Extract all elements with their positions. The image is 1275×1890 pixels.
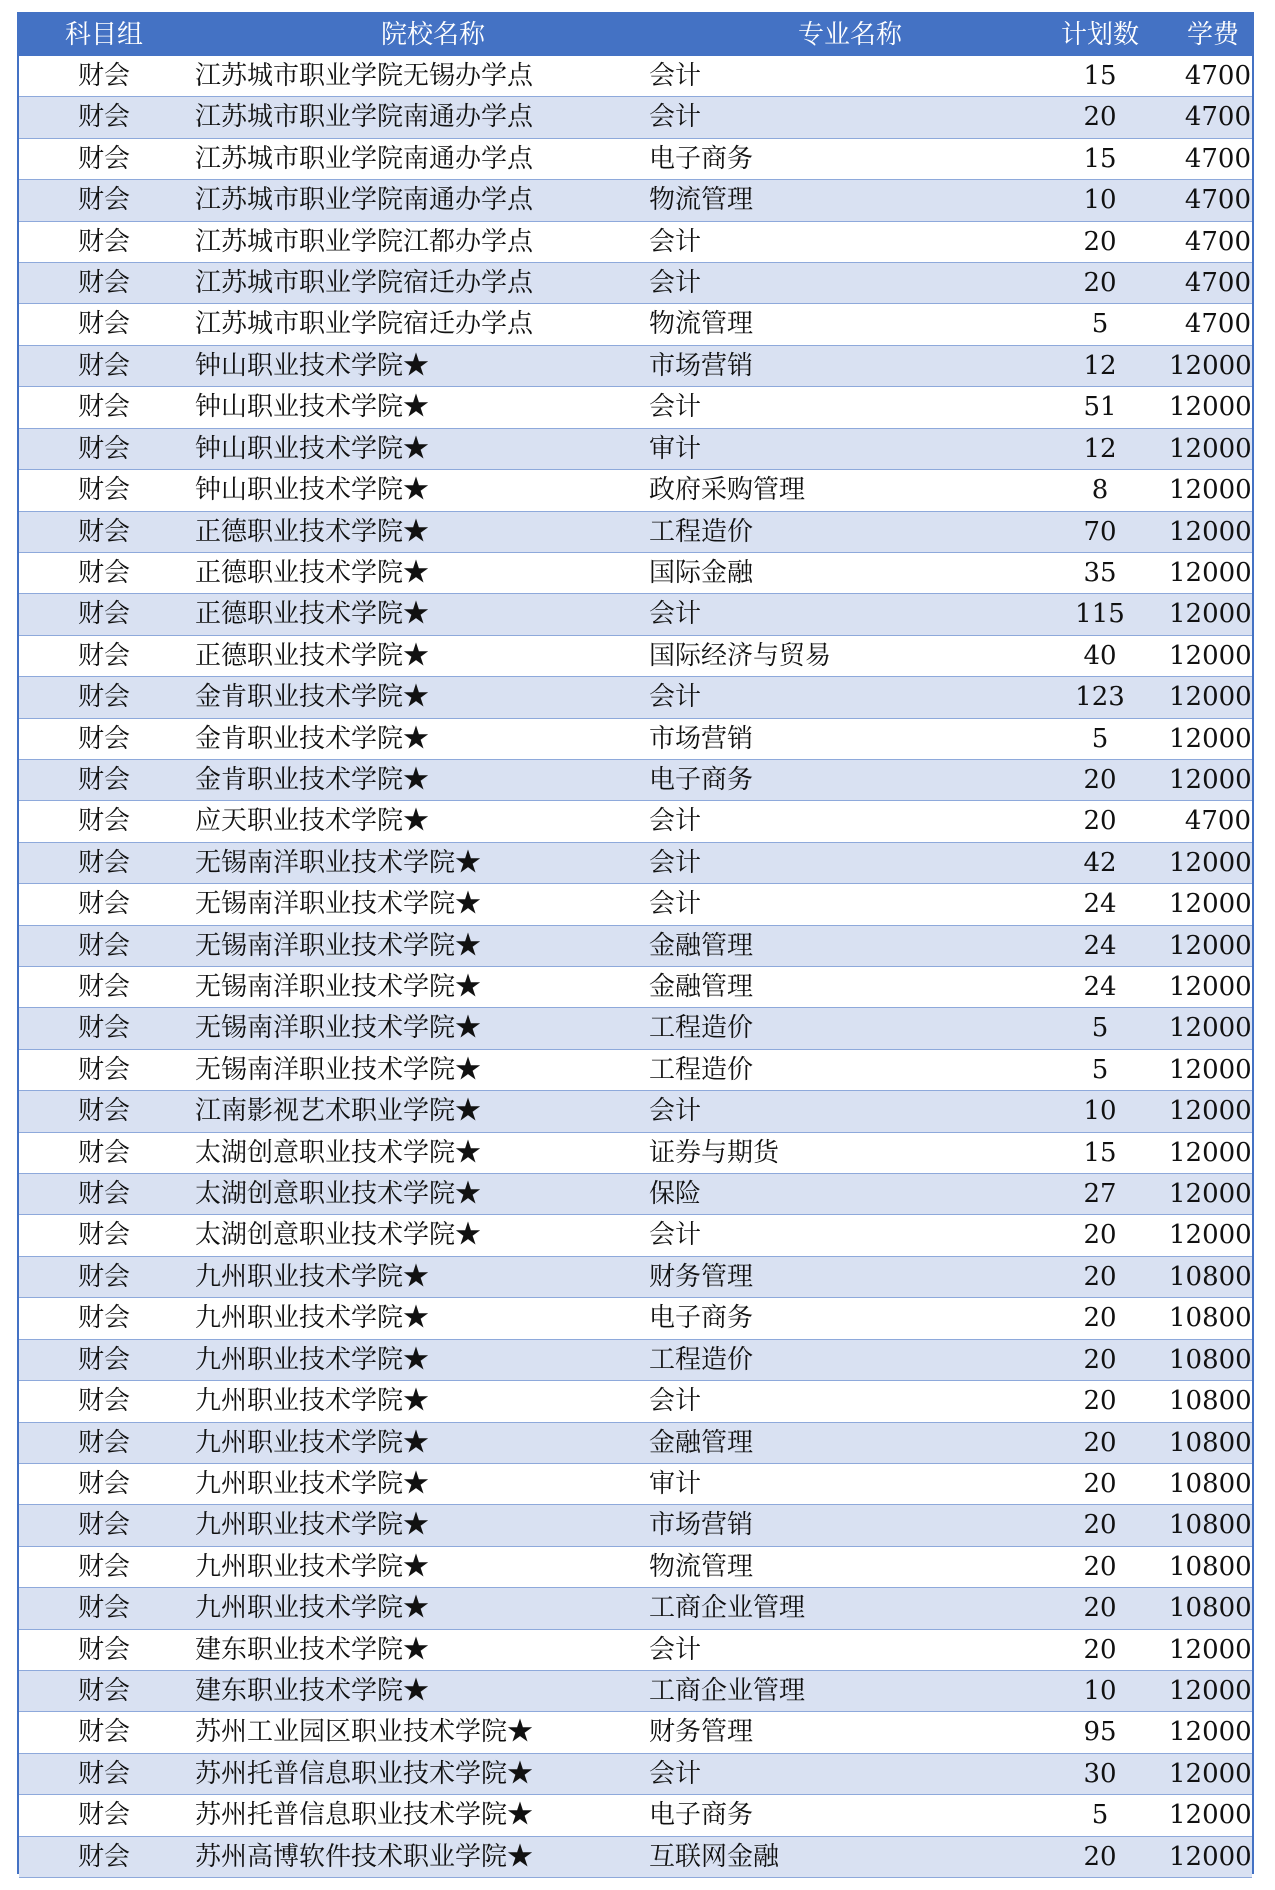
cell-plan-count: 123: [1075, 682, 1125, 713]
cell-subject-group: 财会: [77, 1841, 130, 1872]
cell-subject-group: 财会: [77, 1634, 130, 1665]
cell-tuition: 12000: [1169, 1096, 1252, 1127]
cell-plan-count: 5: [1091, 1013, 1109, 1044]
table-row: [19, 926, 1252, 967]
table-row: [19, 1050, 1252, 1091]
cell-school-name: 苏州工业园区职业技术学院★: [195, 1717, 534, 1748]
table-row: [19, 636, 1252, 677]
table-row: [19, 594, 1252, 635]
cell-major-name: 金融管理: [649, 1427, 754, 1458]
cell-major-name: 国际经济与贸易: [649, 640, 832, 671]
cell-tuition: 12000: [1169, 516, 1252, 547]
cell-subject-group: 财会: [77, 1427, 130, 1458]
table-row: [19, 1257, 1252, 1298]
cell-subject-group: 财会: [77, 475, 130, 506]
cell-major-name: 工程造价: [649, 1344, 754, 1375]
table-row: [19, 1381, 1252, 1422]
cell-tuition: 10800: [1169, 1593, 1252, 1624]
table-row: [19, 843, 1252, 884]
cell-school-name: 九州职业技术学院★: [195, 1386, 430, 1417]
cell-subject-group: 财会: [77, 682, 130, 713]
cell-plan-count: 20: [1083, 1551, 1117, 1582]
cell-tuition: 12000: [1169, 930, 1252, 961]
cell-tuition: 12000: [1169, 640, 1252, 671]
cell-tuition: 4700: [1184, 61, 1251, 91]
cell-subject-group: 财会: [77, 1551, 130, 1582]
cell-school-name: 建东职业技术学院★: [195, 1634, 430, 1665]
cell-subject-group: 财会: [77, 433, 130, 464]
header-subject-group: 科目组: [64, 20, 143, 50]
cell-major-name: 保险: [649, 1179, 702, 1210]
table-row: [19, 512, 1252, 553]
cell-plan-count: 20: [1083, 1593, 1117, 1624]
cell-school-name: 无锡南洋职业技术学院★: [195, 930, 482, 961]
table-row: [19, 1464, 1252, 1505]
cell-plan-count: 95: [1083, 1717, 1117, 1748]
cell-major-name: 审计: [649, 1468, 702, 1499]
cell-plan-count: 20: [1083, 268, 1117, 299]
cell-tuition: 12000: [1169, 1634, 1252, 1665]
cell-major-name: 会计: [649, 599, 702, 630]
cell-school-name: 金肯职业技术学院★: [195, 682, 430, 713]
cell-plan-count: 12: [1083, 433, 1117, 464]
cell-tuition: 10800: [1169, 1427, 1252, 1458]
cell-major-name: 证券与期货: [649, 1137, 780, 1168]
cell-subject-group: 财会: [77, 599, 130, 630]
cell-subject-group: 财会: [77, 723, 130, 754]
cell-plan-count: 8: [1091, 475, 1109, 506]
cell-school-name: 无锡南洋职业技术学院★: [195, 847, 482, 878]
table-row: [19, 346, 1252, 387]
cell-major-name: 物流管理: [649, 309, 754, 340]
cell-subject-group: 财会: [77, 764, 130, 795]
cell-plan-count: 5: [1091, 1054, 1109, 1085]
cell-major-name: 市场营销: [649, 723, 754, 754]
table-row: [19, 760, 1252, 801]
cell-plan-count: 20: [1083, 1344, 1117, 1375]
cell-subject-group: 财会: [77, 516, 130, 547]
cell-school-name: 九州职业技术学院★: [195, 1344, 430, 1375]
cell-subject-group: 财会: [77, 972, 130, 1003]
table-row: [19, 470, 1252, 511]
cell-tuition: 12000: [1169, 599, 1252, 630]
cell-tuition: 12000: [1169, 847, 1252, 878]
cell-major-name: 会计: [649, 61, 702, 91]
cell-school-name: 九州职业技术学院★: [195, 1468, 430, 1499]
cell-school-name: 无锡南洋职业技术学院★: [195, 972, 482, 1003]
cell-subject-group: 财会: [77, 102, 130, 133]
table-row: [19, 1505, 1252, 1546]
cell-subject-group: 财会: [77, 640, 130, 671]
cell-plan-count: 20: [1083, 1386, 1117, 1417]
cell-major-name: 国际金融: [649, 557, 754, 588]
table-row: [19, 1588, 1252, 1629]
cell-tuition: 10800: [1169, 1303, 1252, 1334]
cell-school-name: 钟山职业技术学院★: [195, 433, 430, 464]
cell-plan-count: 115: [1075, 599, 1125, 630]
cell-plan-count: 27: [1083, 1179, 1117, 1210]
cell-plan-count: 10: [1083, 185, 1117, 216]
cell-subject-group: 财会: [77, 392, 130, 423]
cell-tuition: 10800: [1169, 1386, 1252, 1417]
cell-major-name: 会计: [649, 226, 702, 257]
cell-major-name: 物流管理: [649, 185, 754, 216]
cell-tuition: 4700: [1184, 268, 1251, 299]
cell-tuition: 4700: [1184, 185, 1251, 216]
table-row: [19, 387, 1252, 428]
cell-school-name: 苏州托普信息职业技术学院★: [195, 1758, 534, 1789]
header-school-name: 院校名称: [380, 20, 485, 50]
cell-plan-count: 42: [1083, 847, 1117, 878]
table-row: [19, 304, 1252, 345]
cell-school-name: 无锡南洋职业技术学院★: [195, 1013, 482, 1044]
cell-major-name: 会计: [649, 682, 702, 713]
cell-plan-count: 20: [1083, 1841, 1117, 1872]
cell-major-name: 电子商务: [649, 143, 754, 174]
table-row: [19, 1547, 1252, 1588]
cell-tuition: 12000: [1169, 1179, 1252, 1210]
cell-plan-count: 20: [1083, 1634, 1117, 1665]
cell-major-name: 市场营销: [649, 350, 754, 381]
cell-plan-count: 24: [1083, 930, 1117, 961]
table-row: [19, 967, 1252, 1008]
cell-plan-count: 24: [1083, 889, 1117, 920]
cell-tuition: 12000: [1169, 557, 1252, 588]
cell-plan-count: 51: [1083, 392, 1117, 423]
cell-plan-count: 24: [1083, 972, 1117, 1003]
cell-tuition: 10800: [1169, 1344, 1252, 1375]
cell-major-name: 会计: [649, 102, 702, 133]
cell-subject-group: 财会: [77, 806, 130, 837]
cell-subject-group: 财会: [77, 1303, 130, 1334]
cell-plan-count: 40: [1083, 640, 1117, 671]
cell-tuition: 12000: [1169, 723, 1252, 754]
cell-school-name: 九州职业技术学院★: [195, 1303, 430, 1334]
table-row: [19, 1630, 1252, 1671]
cell-major-name: 会计: [649, 1758, 702, 1789]
cell-school-name: 九州职业技术学院★: [195, 1551, 430, 1582]
cell-plan-count: 20: [1083, 1220, 1117, 1251]
cell-plan-count: 10: [1083, 1675, 1117, 1706]
cell-plan-count: 20: [1083, 1261, 1117, 1292]
cell-major-name: 财务管理: [649, 1717, 754, 1748]
table-row: [19, 1298, 1252, 1339]
cell-school-name: 九州职业技术学院★: [195, 1593, 430, 1624]
cell-school-name: 九州职业技术学院★: [195, 1510, 430, 1541]
cell-subject-group: 财会: [77, 1096, 130, 1127]
cell-major-name: 政府采购管理: [649, 475, 806, 506]
table-row: [19, 1133, 1252, 1174]
cell-tuition: 12000: [1169, 682, 1252, 713]
cell-school-name: 无锡南洋职业技术学院★: [195, 889, 482, 920]
cell-major-name: 物流管理: [649, 1551, 754, 1582]
table-row: [19, 1423, 1252, 1464]
cell-major-name: 会计: [649, 1096, 702, 1127]
cell-subject-group: 财会: [77, 1220, 130, 1251]
cell-tuition: 12000: [1169, 1054, 1252, 1085]
cell-tuition: 12000: [1169, 1675, 1252, 1706]
cell-tuition: 12000: [1169, 1220, 1252, 1251]
cell-subject-group: 财会: [77, 1054, 130, 1085]
cell-tuition: 4700: [1184, 226, 1251, 257]
cell-subject-group: 财会: [77, 1593, 130, 1624]
cell-school-name: 江苏城市职业学院宿迁办学点: [195, 268, 534, 299]
table-row: [19, 1215, 1252, 1256]
table-row: [19, 97, 1252, 138]
cell-school-name: 太湖创意职业技术学院★: [195, 1137, 482, 1168]
cell-plan-count: 5: [1091, 723, 1109, 754]
cell-subject-group: 财会: [77, 847, 130, 878]
cell-school-name: 江苏城市职业学院南通办学点: [195, 185, 534, 216]
cell-tuition: 12000: [1169, 1841, 1252, 1872]
cell-school-name: 钟山职业技术学院★: [195, 475, 430, 506]
cell-major-name: 会计: [649, 268, 702, 299]
cell-major-name: 会计: [649, 392, 702, 423]
cell-subject-group: 财会: [77, 1758, 130, 1789]
cell-subject-group: 财会: [77, 1468, 130, 1499]
cell-subject-group: 财会: [77, 1386, 130, 1417]
cell-plan-count: 5: [1091, 1800, 1109, 1831]
cell-plan-count: 20: [1083, 226, 1117, 257]
cell-school-name: 金肯职业技术学院★: [195, 764, 430, 795]
cell-major-name: 互联网金融: [649, 1841, 780, 1872]
cell-tuition: 12000: [1169, 1800, 1252, 1831]
cell-plan-count: 10: [1083, 1096, 1117, 1127]
cell-plan-count: 15: [1083, 1137, 1117, 1168]
table-row: [19, 263, 1252, 304]
cell-tuition: 4700: [1184, 309, 1251, 340]
cell-tuition: 4700: [1184, 102, 1251, 133]
cell-major-name: 会计: [649, 1634, 702, 1665]
cell-major-name: 会计: [649, 847, 702, 878]
cell-school-name: 正德职业技术学院★: [195, 516, 430, 547]
cell-school-name: 江苏城市职业学院江都办学点: [195, 226, 534, 257]
cell-major-name: 金融管理: [649, 972, 754, 1003]
cell-school-name: 正德职业技术学院★: [195, 640, 430, 671]
cell-major-name: 财务管理: [649, 1261, 754, 1292]
cell-tuition: 12000: [1169, 475, 1252, 506]
cell-subject-group: 财会: [77, 1013, 130, 1044]
cell-major-name: 会计: [649, 1220, 702, 1251]
cell-major-name: 会计: [649, 806, 702, 837]
cell-subject-group: 财会: [77, 1179, 130, 1210]
cell-school-name: 正德职业技术学院★: [195, 557, 430, 588]
table-row: [19, 1712, 1252, 1753]
cell-plan-count: 20: [1083, 1510, 1117, 1541]
cell-subject-group: 财会: [77, 930, 130, 961]
cell-tuition: 12000: [1169, 1758, 1252, 1789]
cell-subject-group: 财会: [77, 557, 130, 588]
cell-subject-group: 财会: [77, 1344, 130, 1375]
cell-school-name: 应天职业技术学院★: [195, 806, 430, 837]
table-body: [19, 56, 1252, 1872]
table-row: [19, 1091, 1252, 1132]
cell-plan-count: 12: [1083, 350, 1117, 381]
cell-plan-count: 15: [1083, 61, 1117, 91]
cell-plan-count: 15: [1083, 143, 1117, 174]
cell-tuition: 10800: [1169, 1468, 1252, 1499]
table-row: [19, 1008, 1252, 1049]
table-row: [19, 56, 1252, 97]
cell-school-name: 江南影视艺术职业学院★: [195, 1096, 482, 1127]
cell-tuition: 12000: [1169, 1013, 1252, 1044]
table-header: [19, 14, 1252, 56]
cell-subject-group: 财会: [77, 889, 130, 920]
cell-school-name: 江苏城市职业学院无锡办学点: [195, 61, 534, 91]
cell-school-name: 江苏城市职业学院宿迁办学点: [195, 309, 534, 340]
table-row: [19, 139, 1252, 180]
cell-major-name: 金融管理: [649, 930, 754, 961]
cell-major-name: 工商企业管理: [649, 1675, 806, 1706]
cell-school-name: 江苏城市职业学院南通办学点: [195, 143, 534, 174]
cell-tuition: 12000: [1169, 1717, 1252, 1748]
table-row: [19, 884, 1252, 925]
cell-school-name: 钟山职业技术学院★: [195, 350, 430, 381]
table-row: [19, 1671, 1252, 1712]
cell-subject-group: 财会: [77, 268, 130, 299]
cell-tuition: 12000: [1169, 350, 1252, 381]
cell-school-name: 钟山职业技术学院★: [195, 392, 430, 423]
cell-school-name: 金肯职业技术学院★: [195, 723, 430, 754]
cell-major-name: 会计: [649, 889, 702, 920]
cell-subject-group: 财会: [77, 143, 130, 174]
cell-tuition: 10800: [1169, 1551, 1252, 1582]
cell-subject-group: 财会: [77, 1717, 130, 1748]
cell-plan-count: 20: [1083, 1468, 1117, 1499]
table-row: [19, 1837, 1252, 1878]
cell-subject-group: 财会: [77, 309, 130, 340]
table-row: [19, 1340, 1252, 1381]
table-row: [19, 553, 1252, 594]
cell-plan-count: 20: [1083, 1303, 1117, 1334]
cell-major-name: 市场营销: [649, 1510, 754, 1541]
table-row: [19, 222, 1252, 263]
table-row: [19, 801, 1252, 842]
table-row: [19, 677, 1252, 718]
cell-plan-count: 20: [1083, 764, 1117, 795]
cell-school-name: 无锡南洋职业技术学院★: [195, 1054, 482, 1085]
cell-tuition: 10800: [1169, 1261, 1252, 1292]
cell-tuition: 12000: [1169, 764, 1252, 795]
cell-tuition: 12000: [1169, 972, 1252, 1003]
cell-school-name: 正德职业技术学院★: [195, 599, 430, 630]
table-row: [19, 429, 1252, 470]
cell-major-name: 审计: [649, 433, 702, 464]
header-plan-count: 计划数: [1060, 20, 1139, 50]
cell-subject-group: 财会: [77, 1261, 130, 1292]
table-row: [19, 1174, 1252, 1215]
cell-major-name: 工程造价: [649, 516, 754, 547]
cell-school-name: 建东职业技术学院★: [195, 1675, 430, 1706]
cell-major-name: 电子商务: [649, 1800, 754, 1831]
cell-subject-group: 财会: [77, 1510, 130, 1541]
cell-major-name: 工程造价: [649, 1054, 754, 1085]
table-row: [19, 180, 1252, 221]
cell-school-name: 九州职业技术学院★: [195, 1427, 430, 1458]
table-row: [19, 1795, 1252, 1836]
cell-school-name: 苏州高博软件技术职业学院★: [195, 1841, 534, 1872]
cell-major-name: 电子商务: [649, 1303, 754, 1334]
cell-subject-group: 财会: [77, 350, 130, 381]
cell-tuition: 4700: [1184, 143, 1251, 174]
header-tuition: 学费: [1186, 20, 1239, 50]
header-major-name: 专业名称: [797, 20, 902, 50]
cell-tuition: 4700: [1184, 806, 1251, 837]
cell-subject-group: 财会: [77, 226, 130, 257]
cell-subject-group: 财会: [77, 1800, 130, 1831]
admission-plan-table: [17, 12, 1254, 1874]
cell-tuition: 12000: [1169, 392, 1252, 423]
cell-plan-count: 5: [1091, 309, 1109, 340]
cell-plan-count: 20: [1083, 1427, 1117, 1458]
cell-school-name: 苏州托普信息职业技术学院★: [195, 1800, 534, 1831]
cell-subject-group: 财会: [77, 1675, 130, 1706]
cell-plan-count: 20: [1083, 806, 1117, 837]
table-row: [19, 1754, 1252, 1795]
cell-tuition: 10800: [1169, 1510, 1252, 1541]
cell-tuition: 12000: [1169, 1137, 1252, 1168]
cell-plan-count: 30: [1083, 1758, 1117, 1789]
cell-school-name: 太湖创意职业技术学院★: [195, 1179, 482, 1210]
cell-subject-group: 财会: [77, 1137, 130, 1168]
cell-subject-group: 财会: [77, 185, 130, 216]
table-row: [19, 719, 1252, 760]
cell-major-name: 电子商务: [649, 764, 754, 795]
cell-subject-group: 财会: [77, 61, 130, 91]
cell-major-name: 工程造价: [649, 1013, 754, 1044]
cell-plan-count: 35: [1083, 557, 1117, 588]
cell-school-name: 江苏城市职业学院南通办学点: [195, 102, 534, 133]
cell-plan-count: 20: [1083, 102, 1117, 133]
cell-school-name: 九州职业技术学院★: [195, 1261, 430, 1292]
cell-plan-count: 70: [1083, 516, 1117, 547]
cell-major-name: 会计: [649, 1386, 702, 1417]
cell-tuition: 12000: [1169, 889, 1252, 920]
cell-school-name: 太湖创意职业技术学院★: [195, 1220, 482, 1251]
cell-major-name: 工商企业管理: [649, 1593, 806, 1624]
cell-tuition: 12000: [1169, 433, 1252, 464]
